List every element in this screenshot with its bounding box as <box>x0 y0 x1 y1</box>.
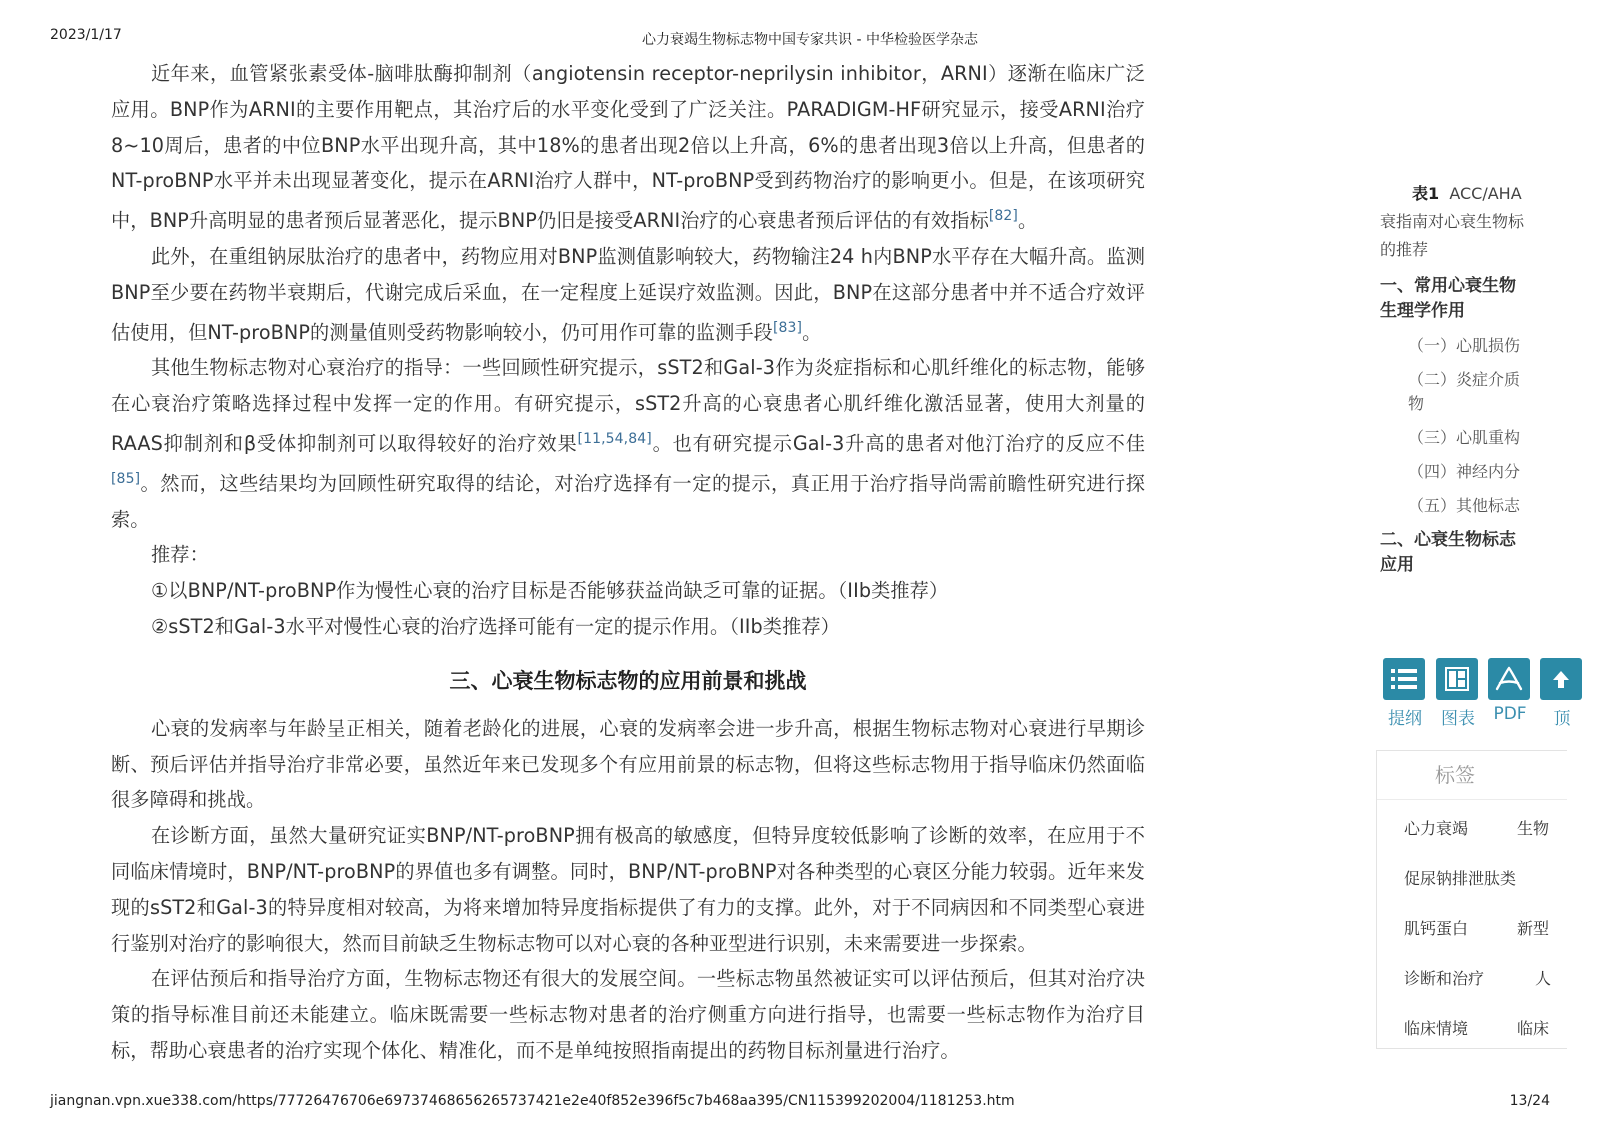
tag-link[interactable]: 肌钙蛋白 <box>1404 919 1469 938</box>
outline-item[interactable] <box>1380 426 1556 450</box>
article-toolbar <box>1383 658 1571 729</box>
outline-heading-text: 一、常用心衰生物 <box>1380 276 1516 296</box>
outline-item-text: （二）炎症介质 <box>1408 370 1521 389</box>
arrow-up-icon <box>1540 658 1582 700</box>
tags-header: 标签 <box>1377 751 1567 800</box>
tag-row <box>1377 1000 1567 1050</box>
paragraph-prognosis: 在评估预后和指导治疗方面，生物标志物还有很大的发展空间。一些标志物虽然被证实可以评估预后，但其对治疗决策的指导标准目前还未能建立。临床既需要一些标志物对患者的治疗侧重方向进行指导，也需要一些标志物作为治疗目标，帮助心衰患者的治疗实现个体化、精准化，而不是单纯按照指南提出的药物目标剂量进行治疗。 <box>111 967 1145 1062</box>
paragraph-other-markers <box>111 350 1145 537</box>
pdf-icon <box>1488 658 1530 700</box>
outline-heading[interactable] <box>1380 274 1556 324</box>
outline-heading-text: 生理学作用 <box>1380 301 1465 321</box>
outline-item-text: （三）心肌重构 <box>1408 428 1521 447</box>
print-url: jiangnan.vpn.xue338.com/https/77726476706e69737468656265737421e2e40f852e396f5c7b468aa395/CN115399202004/1181253.htm <box>50 1093 1015 1109</box>
tag-row <box>1377 800 1567 850</box>
top-button[interactable] <box>1540 658 1584 729</box>
paragraph-end: 。 <box>1018 209 1038 233</box>
paragraph-end: 。 <box>802 320 822 344</box>
outline-item[interactable] <box>1380 368 1556 416</box>
outline-item[interactable] <box>1380 494 1556 518</box>
outline-list <box>1380 274 1556 578</box>
section-heading: 三、心衰生物标志物的应用前景和挑战 <box>449 668 807 693</box>
paragraph-arni <box>111 56 1145 239</box>
pdf-button[interactable] <box>1488 658 1532 724</box>
list-icon <box>1383 658 1425 700</box>
charts-button[interactable] <box>1436 658 1480 729</box>
tag-link[interactable]: 临床 <box>1517 1019 1550 1038</box>
tag-link[interactable]: 临床情境 <box>1404 1019 1469 1038</box>
outline-item[interactable] <box>1380 460 1556 484</box>
outline-item-text: （一）心肌损伤 <box>1408 336 1521 355</box>
reference-link[interactable]: [11,54,84] <box>577 430 652 447</box>
table-caption-text: 衰指南对心衰生物标 <box>1380 212 1525 231</box>
tag-link[interactable]: 心力衰竭 <box>1404 819 1469 838</box>
tag-row <box>1377 850 1567 900</box>
recommendation-1: ①以BNP/NT-proBNP作为慢性心衰的治疗目标是否能够获益尚缺乏可靠的证据。（IIb类推荐） <box>151 579 949 603</box>
print-header-title: 心力衰竭生物标志物中国专家共识 - 中华检验医学杂志 <box>642 32 978 48</box>
table-caption-link[interactable] <box>1380 180 1556 264</box>
outline-item-text: （五）其他标志 <box>1408 496 1521 515</box>
article-body <box>111 56 1145 1069</box>
recommendation-2: ②sST2和Gal-3水平对慢性心衰的治疗选择可能有一定的提示作用。（IIb类推荐） <box>151 614 840 638</box>
recommendation-label: 推荐： <box>151 543 209 567</box>
tag-link[interactable]: 促尿钠排泄肽类 <box>1404 869 1517 888</box>
paragraph-diagnosis: 在诊断方面，虽然大量研究证实BNP/NT-proBNP拥有极高的敏感度，但特异度较低影响了诊断的效率，在应用于不同临床情境时，BNP/NT-proBNP的界值也多有调整。同时，BNP/NT-proBNP对各种类型的心衰区分能力较弱。近年来发现的sST2和Gal-3的特异度相对较高，为将来增加特异度指标提供了有力的支撑。此外，对于不同病因和不同类型心衰进行鉴别对治疗的影响很大，然而目前缺乏生物标志物可以对心衰的各种亚型进行识别，未来需要进一步探索。 <box>111 824 1145 955</box>
table-caption-label: 表1 <box>1412 184 1440 203</box>
tag-link[interactable]: 生物 <box>1517 819 1550 838</box>
top-button-label: 顶 <box>1553 709 1571 729</box>
outline-button[interactable] <box>1383 658 1427 729</box>
tag-row <box>1377 950 1567 1000</box>
paragraph-prospects: 心衰的发病率与年龄呈正相关，随着老龄化的进展，心衰的发病率会进一步升高，根据生物标志物对心衰进行早期诊断、预后评估并指导治疗非常必要，虽然近年来已发现多个有应用前景的标志物，但将这些标志物用于指导临床仍然面临很多障碍和挑战。 <box>111 716 1145 812</box>
outline-heading-text: 应用 <box>1380 555 1414 575</box>
reference-link[interactable]: [82] <box>988 208 1018 225</box>
reference-link[interactable]: [83] <box>772 319 803 336</box>
outline-item[interactable] <box>1380 334 1556 358</box>
tag-row <box>1377 900 1567 950</box>
tags-panel <box>1376 750 1567 1049</box>
reference-link[interactable]: [85] <box>111 470 141 487</box>
paragraph-natriuretic <box>111 239 1145 350</box>
tag-link[interactable]: 新型 <box>1517 919 1550 938</box>
outline-heading-text: 二、心衰生物标志 <box>1380 530 1516 550</box>
paragraph-text: 。也有研究提示Gal-3升高的患者对他汀治疗的反应不佳 <box>651 431 1145 455</box>
outline-item-text: 物 <box>1408 394 1425 413</box>
grid-icon <box>1436 658 1478 700</box>
paragraph-text: 其他生物标志物对心衰治疗的指导：一些回顾性研究提示，sST2和Gal-3作为炎症指标和心肌纤维化的标志物，能够在心衰治疗策略选择过程中发挥一定的作用。有研究提示，sST2升高的心衰患者心肌纤维化激活显著，使用大剂量的RAAS抑制剂和β受体抑制剂可以取得较好的治疗效果 <box>111 356 1145 455</box>
paragraph-text: 。然而，这些结果均为回顾性研究取得的结论，对治疗选择有一定的提示，真正用于治疗指导尚需前瞻性研究进行探索。 <box>111 471 1145 531</box>
outline-item-text: （四）神经内分 <box>1408 462 1521 481</box>
charts-button-label: 图表 <box>1441 709 1475 729</box>
table-caption-text: 的推荐 <box>1380 240 1429 259</box>
tag-link[interactable]: 人 <box>1535 969 1552 988</box>
table-caption-text: ACC/AHA <box>1449 184 1522 203</box>
paragraph-text: 近年来，血管紧张素受体-脑啡肽酶抑制剂（angiotensin receptor-neprilysin inhibitor，ARNI）逐渐在临床广泛应用。BNP作为ARNI的主要作用靶点，其治疗后的水平变化受到了广泛关注。PARADIGM-HF研究显示，接受ARNI治疗8~10周后，患者的中位BNP水平出现升高，其中18%的患者出现2倍以上升高，6%的患者出现3倍以上升高，但患者的NT-proBNP水平并未出现显著变化，提示在ARNI治疗人群中，NT-proBNP受到药物治疗的影响更小。但是，在该项研究中，BNP升高明显的患者预后显著恶化，提示BNP仍旧是接受ARNI治疗的心衰患者预后评估的有效指标 <box>111 62 1145 233</box>
tag-link[interactable]: 诊断和治疗 <box>1404 969 1485 988</box>
outline-heading[interactable] <box>1380 528 1556 578</box>
paragraph-text: 此外，在重组钠尿肽治疗的患者中，药物应用对BNP监测值影响较大，药物输注24 h内BNP水平存在大幅升高。监测BNP至少要在药物半衰期后，代谢完成后采血，在一定程度上延误疗效监测。因此，BNP在这部分患者中并不适合疗效评估使用，但NT-proBNP的测量值则受药物影响较小，仍可用作可靠的监测手段 <box>111 244 1145 344</box>
outline-button-label: 提纲 <box>1388 709 1422 729</box>
page-number: 13/24 <box>1509 1093 1550 1109</box>
print-date: 2023/1/17 <box>50 27 122 43</box>
pdf-button-label: PDF <box>1493 704 1527 724</box>
